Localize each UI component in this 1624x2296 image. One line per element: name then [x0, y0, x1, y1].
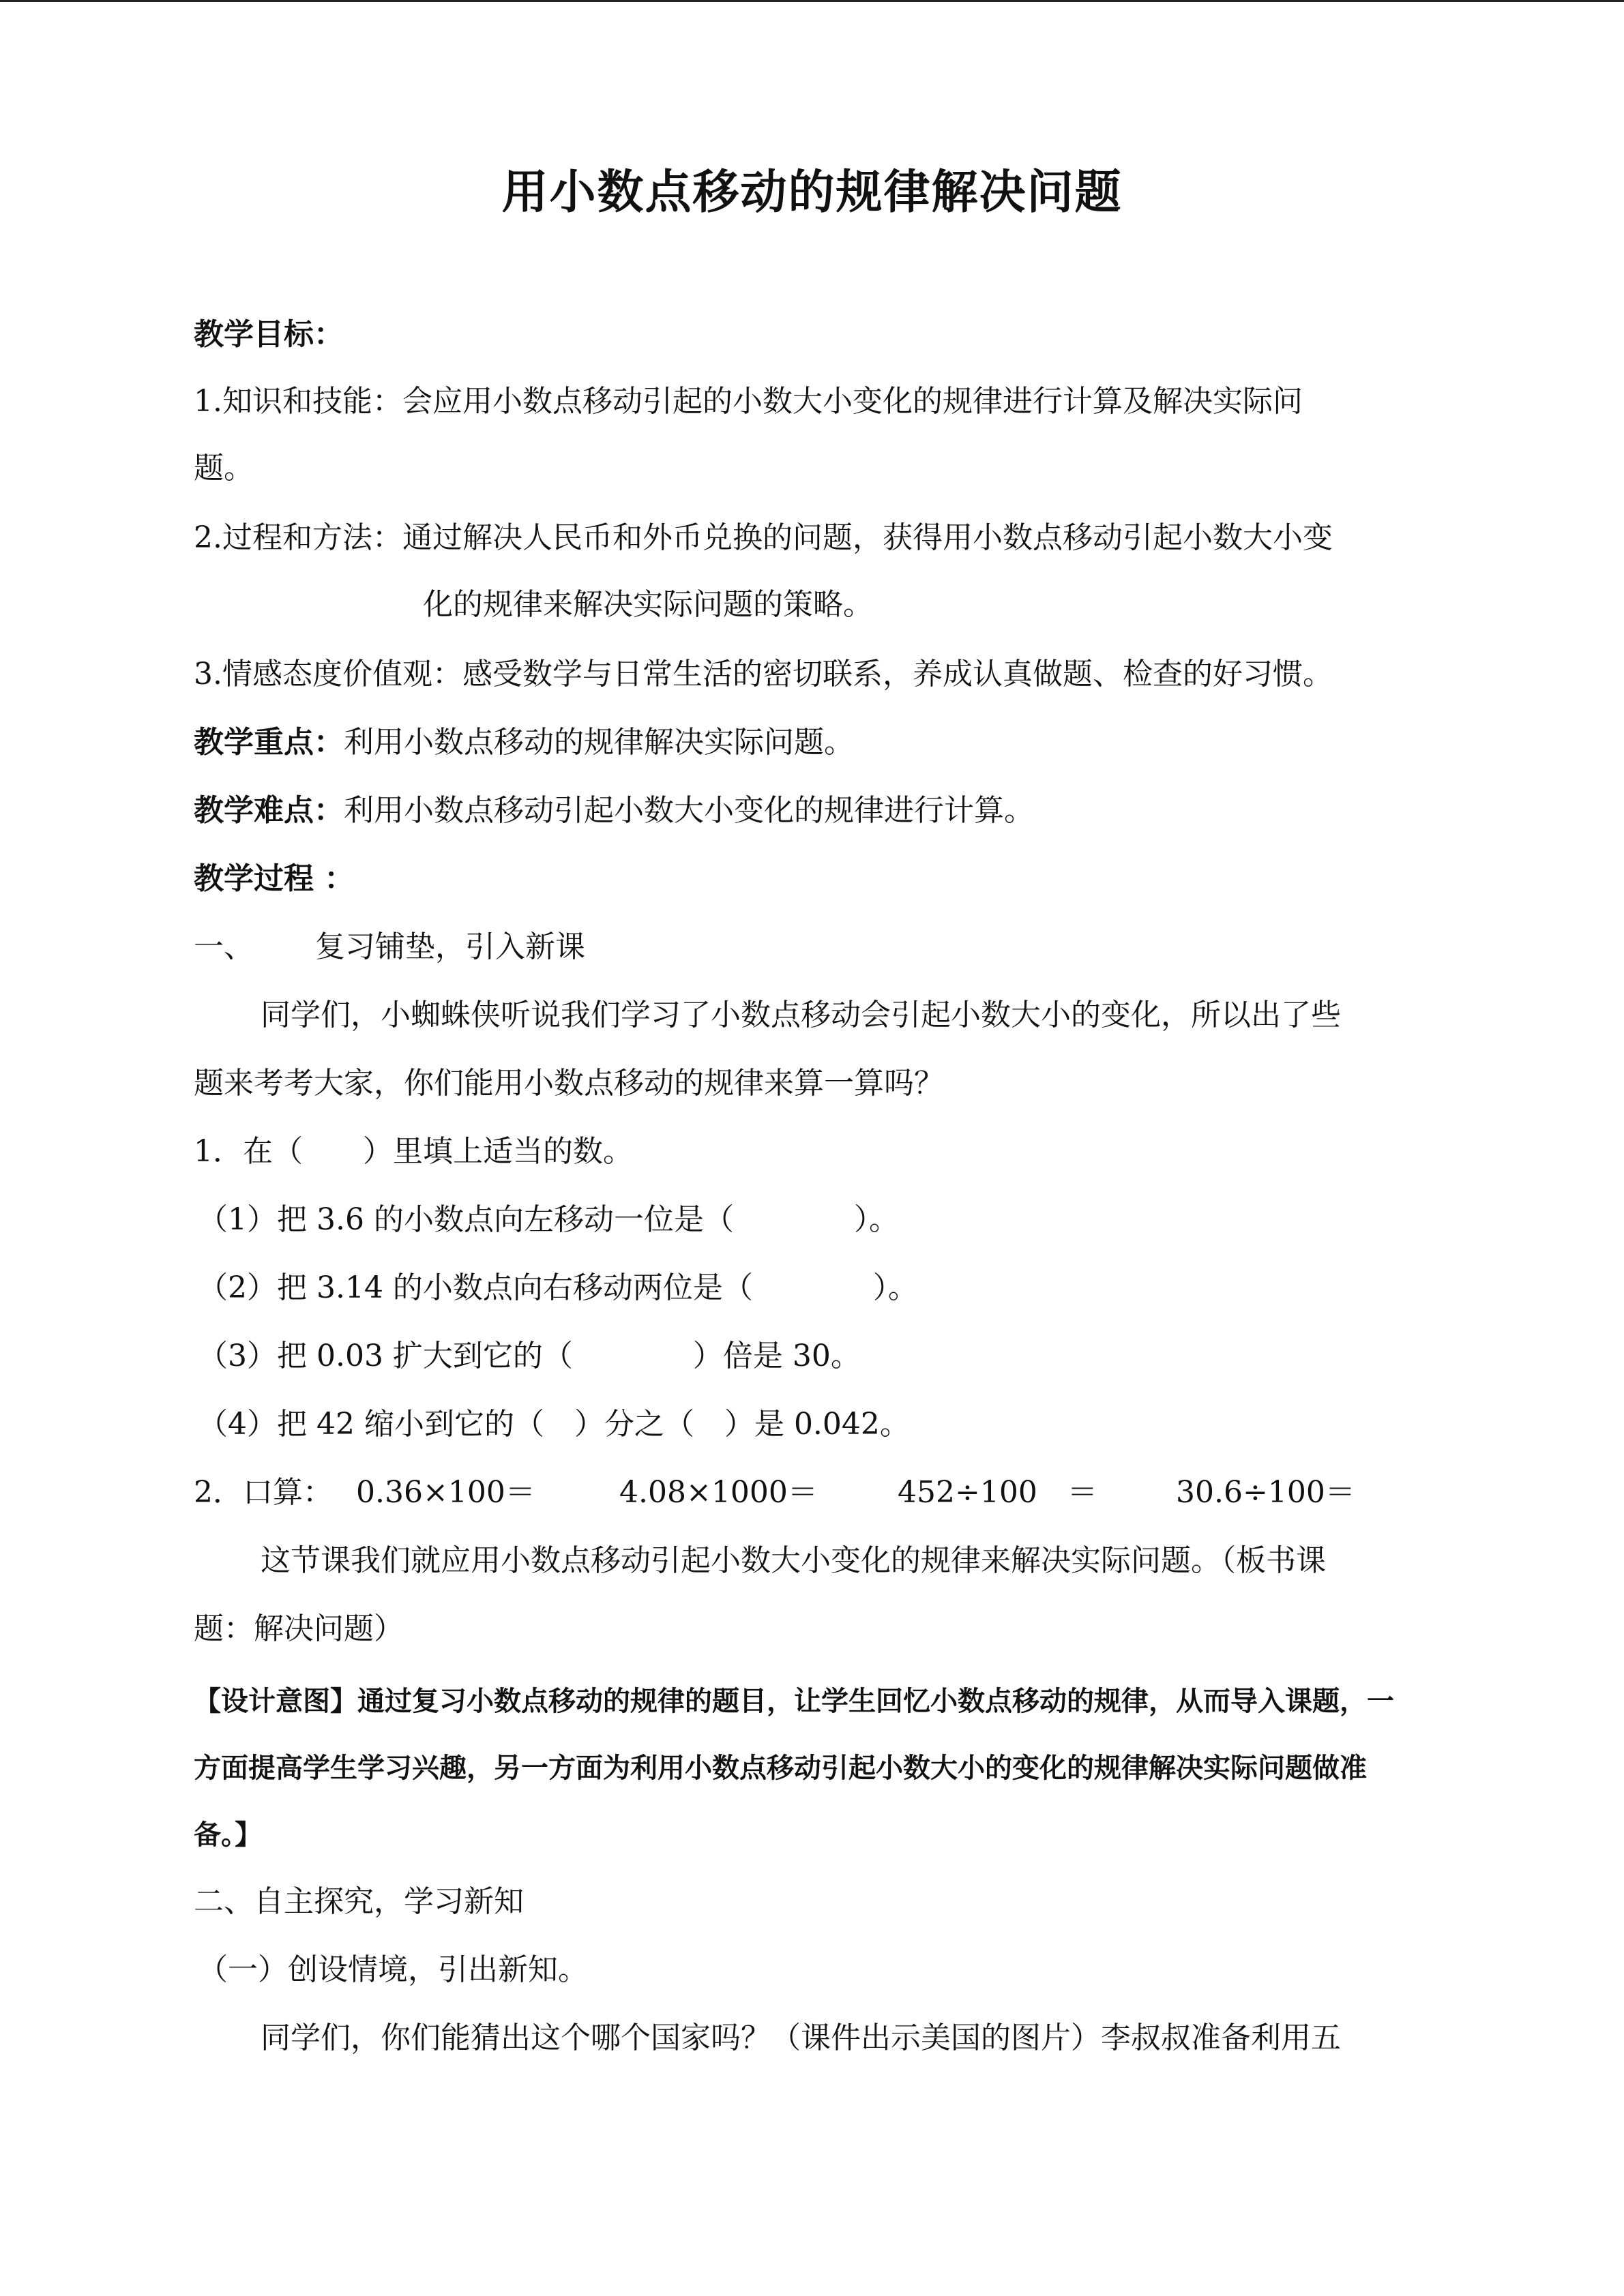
key-point — [194, 721, 1462, 764]
document-title: 用小数点移动的规律解决问题 — [501, 165, 1123, 220]
objective-3: 3.情感态度价值观：感受数学与日常生活的密切联系，养成认真做题、检查的好习惯。 — [194, 657, 1333, 691]
objectives-heading: 教学目标： — [194, 317, 344, 352]
mental-math-item: 452÷100 ＝ — [898, 1475, 1097, 1510]
difficulty-label: 教学难点： — [194, 793, 344, 828]
mental-math-item: 0.36×100＝ — [356, 1475, 535, 1510]
transition-paragraph-line-1: 这节课我们就应用小数点移动引起小数大小变化的规律来解决实际问题。（板书课 — [261, 1543, 1326, 1578]
exercise-1-item: （3）把 0.03 扩大到它的（ ）倍是 30。 — [198, 1339, 861, 1373]
intro-paragraph-line-2: 题来考考大家，你们能用小数点移动的规律来算一算吗？ — [194, 1066, 944, 1101]
scenario-paragraph: 同学们，你们能猜出这个哪个国家吗？（课件出示美国的图片）李叔叔准备利用五 — [261, 2021, 1341, 2055]
difficulty — [194, 789, 1462, 833]
subsection-1-heading: （一）创设情境，引出新知。 — [198, 1952, 588, 1987]
key-point-label: 教学重点： — [194, 725, 344, 760]
mental-math-item: 4.08×1000＝ — [619, 1475, 818, 1510]
section-2-heading: 二、自主探究，学习新知 — [194, 1884, 524, 1919]
intro-paragraph-line-1: 同学们，小蜘蛛侠听说我们学习了小数点移动会引起小数大小的变化，所以出了些 — [261, 998, 1341, 1032]
exercise-1-item: （4）把 42 缩小到它的（ ）分之（ ）是 0.042。 — [198, 1407, 910, 1442]
objective-2-line-2: 化的规律来解决实际问题的策略。 — [423, 587, 873, 622]
design-intent-line-1: 【设计意图】通过复习小数点移动的规律的题目，让学生回忆小数点移动的规律，从而导入课题，一 — [194, 1686, 1394, 1717]
exercise-1-item: （2）把 3.14 的小数点向右移动两位是（ ）。 — [198, 1270, 918, 1305]
key-point-text: 利用小数点移动的规律解决实际问题。 — [344, 725, 854, 760]
exercise-2-label: 2．口算： — [194, 1475, 333, 1510]
section-1-number: 一、 — [194, 929, 254, 964]
process-heading: 教学过程 ： — [194, 861, 355, 896]
design-intent-line-3: 备。】 — [194, 1819, 262, 1851]
mental-math-item: 30.6÷100＝ — [1176, 1475, 1355, 1510]
exercise-2-row — [194, 1471, 1462, 1515]
section-1-heading — [194, 925, 1462, 969]
exercise-1-title: 1．在（ ）里填上适当的数。 — [194, 1134, 633, 1169]
transition-paragraph-line-2: 题：解决问题） — [194, 1611, 404, 1646]
exercise-1-item: （1）把 3.6 的小数点向左移动一位是（ ）。 — [198, 1202, 899, 1237]
objective-1-line-1: 1.知识和技能：会应用小数点移动引起的小数大小变化的规律进行计算及解决实际问 — [194, 384, 1303, 419]
objective-2-line-1: 2.过程和方法：通过解决人民币和外币兑换的问题，获得用小数点移动引起小数大小变 — [194, 520, 1333, 555]
difficulty-text: 利用小数点移动引起小数大小变化的规律进行计算。 — [344, 793, 1034, 828]
section-1-title: 复习铺垫，引入新课 — [315, 929, 585, 964]
design-intent-line-2: 方面提高学生学习兴趣，另一方面为利用小数点移动引起小数大小的变化的规律解决实际问题做准 — [194, 1753, 1367, 1784]
objective-1-line-2: 题。 — [194, 451, 254, 486]
